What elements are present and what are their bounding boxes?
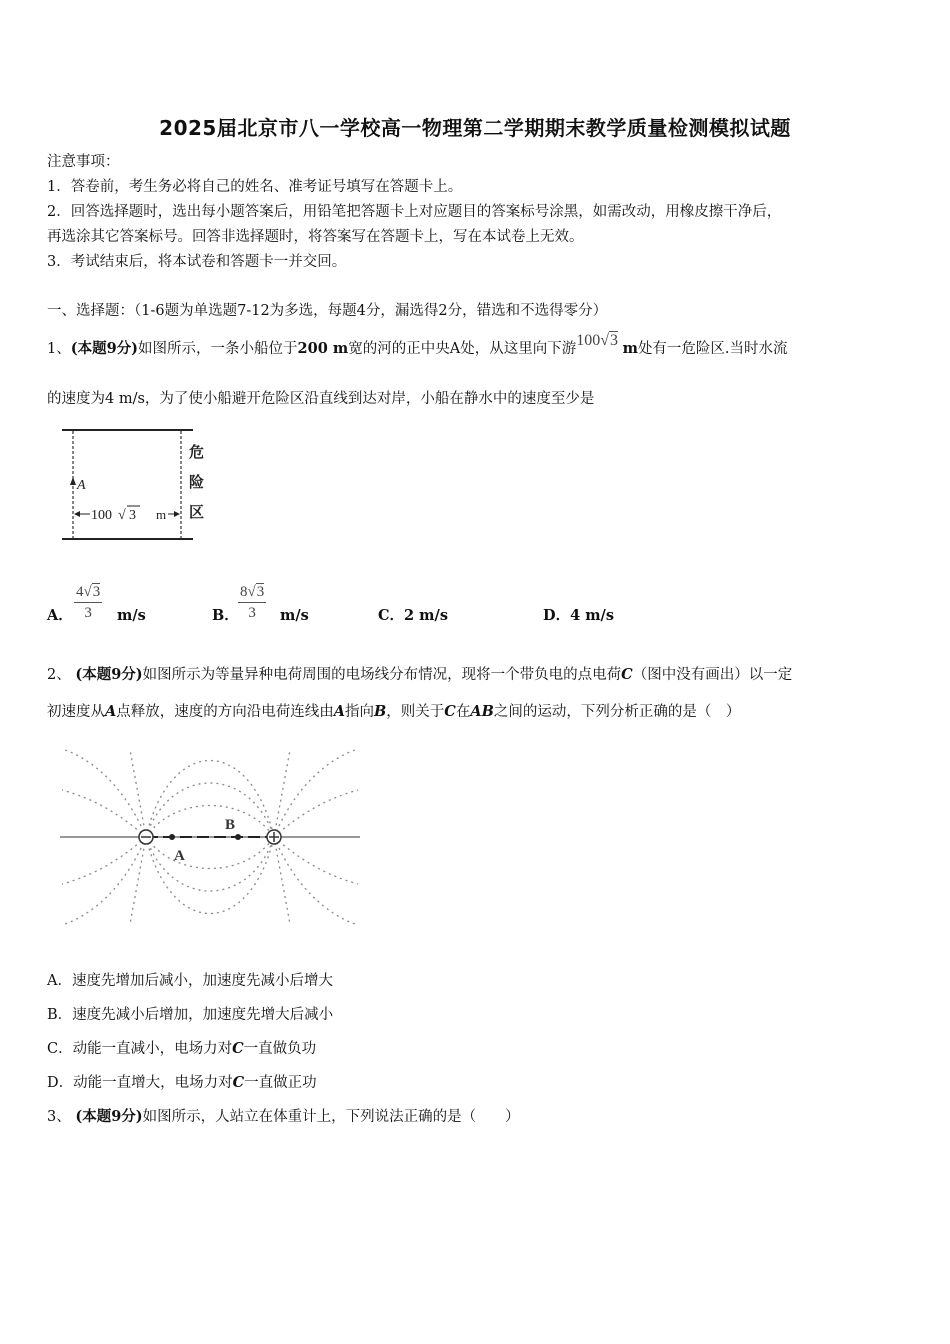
point-a-marker (70, 477, 76, 485)
field-line (65, 837, 146, 924)
q2-option-b[interactable]: B．速度先减小后增加，加速度先增大后减小 (47, 1007, 334, 1023)
q2-option-a[interactable]: A．速度先增加后减小，加速度先减小后增大 (47, 973, 333, 989)
charge-c: C (232, 1074, 245, 1091)
field-line (146, 783, 274, 837)
notes-item: 再选涂其它答案标号。回答非选择题时，将答案写在答题卡上，写在本试卷上无效。 (47, 229, 584, 245)
danger-char: 区 (189, 503, 205, 521)
arrowhead-left (74, 511, 80, 517)
point-a-dot (169, 834, 175, 840)
frac-rad: 3 (92, 584, 101, 600)
field-line (130, 750, 146, 837)
field-line (146, 837, 274, 891)
river-figure (60, 425, 220, 545)
question-1-line-2: 的速度为4 m/s，为了使小船避开危险区沿直线到达对岸，小船在静水中的速度至少是 (47, 391, 595, 407)
q3-points: (本题9分) (75, 1108, 143, 1125)
question-2-line-1 (47, 665, 792, 685)
charge-c: C (232, 1040, 244, 1057)
q2-points: (本题9分) (75, 666, 143, 683)
q1-distance-num: 100 (576, 332, 601, 349)
q1-option-a-unit: m/s (117, 607, 146, 624)
question-3 (47, 1107, 520, 1127)
frac-den: 3 (84, 605, 92, 621)
q1-option-b[interactable] (212, 606, 239, 626)
notes-item: 2．回答选择题时，选出每小题答案后，用铅笔把答题卡上对应题目的答案标号涂黑，如需改动，用橡皮擦干净后， (47, 204, 782, 220)
option-text: 一直做正功 (244, 1075, 317, 1091)
q2-text: 点释放，速度的方向沿电荷连线由 (116, 704, 334, 720)
field-line (130, 837, 146, 924)
q1-text: 如图所示，一条小船位于 (138, 341, 298, 357)
field-line (62, 837, 146, 884)
field-line (274, 837, 355, 924)
charge-c: C (444, 703, 456, 720)
q2-option-c[interactable] (47, 1039, 316, 1059)
segment-ab: AB (470, 703, 494, 720)
field-line (274, 790, 358, 837)
q1-width: 200 m (297, 340, 349, 357)
q1-option-b-unit: m/s (280, 607, 309, 624)
distance-radicand: 3 (129, 508, 136, 523)
q1-points: (本题9分) (70, 340, 139, 357)
point-a: A (333, 703, 346, 720)
field-lines-figure (60, 745, 360, 925)
field-line (62, 790, 146, 837)
q1-prefix: 1、 (47, 341, 71, 357)
frac-rad: 3 (256, 584, 265, 600)
option-label: A． (47, 607, 73, 624)
notes-item: 3．考试结束后，将本试卷和答题卡一并交回。 (47, 254, 347, 270)
point-b-label: B (225, 817, 236, 833)
q2-text: 在 (455, 704, 471, 720)
frac-num: 8 (240, 584, 248, 600)
section-heading: 一、选择题：（1-6题为单选题7-12为多选，每题4分，漏选得2分，错选和不选得零分） (47, 303, 608, 319)
danger-char: 危 (189, 443, 205, 461)
q2-option-d[interactable] (47, 1073, 317, 1093)
notes-item: 1．答卷前，考生务必将自己的姓名、准考证号填写在答题卡上。 (47, 179, 463, 195)
q2-text: 指向 (345, 704, 375, 720)
q1-option-b-fraction: $\frac{8√3}{3}$ (240, 584, 265, 621)
point-a-label: A (174, 848, 185, 864)
field-line (274, 837, 290, 924)
charge-c: C (621, 666, 633, 683)
option-label: B． (212, 607, 239, 624)
field-line (274, 837, 358, 884)
field-line (146, 837, 274, 869)
distance-unit: m (156, 507, 167, 522)
field-line (146, 761, 274, 838)
q1-distance-math: 100√3 (576, 332, 618, 349)
field-line (65, 750, 146, 837)
option-text: 一直做负功 (243, 1041, 317, 1057)
notes-heading: 注意事项： (47, 154, 120, 170)
option-text: C．动能一直减小，电场力对 (47, 1041, 233, 1057)
field-line (146, 806, 274, 838)
field-line (274, 750, 290, 837)
q1-unit: m (622, 340, 638, 357)
q2-text: 如图所示为等量异种电荷周围的电场线分布情况，现将一个带负电的点电荷 (142, 667, 622, 683)
distance-label: 100 (91, 508, 112, 523)
point-a: A (105, 703, 117, 720)
point-a-label: A (77, 478, 86, 493)
q2-text: （图中没有画出）以一定 (632, 667, 793, 683)
frac-num: 4 (76, 584, 84, 600)
question-2-line-2 (47, 702, 740, 722)
q1-distance-rad: 3 (609, 332, 618, 349)
frac-den: 3 (248, 605, 256, 621)
field-line (274, 750, 355, 837)
q2-text: ，则关于 (386, 704, 445, 720)
option-text: D．动能一直增大，电场力对 (47, 1075, 233, 1091)
q1-text: 宽的河的正中央A处，从这里向下游 (348, 341, 577, 357)
question-1-line-1 (47, 332, 788, 359)
q3-text: 如图所示，人站立在体重计上，下列说法正确的是（ ） (142, 1109, 520, 1125)
q3-prefix: 3、 (47, 1109, 71, 1125)
point-b: B (374, 703, 387, 720)
q1-option-d[interactable]: D．4 m/s (543, 607, 615, 624)
q1-text: 处有一危险区.当时水流 (637, 341, 788, 357)
q2-text: 之间的运动，下列分析正确的是（ ） (493, 704, 741, 720)
q2-prefix: 2、 (47, 667, 71, 683)
arrowhead-right (174, 511, 180, 517)
page-title: 2025届北京市八一学校高一物理第二学期期末教学质量检测模拟试题 (159, 116, 791, 140)
field-line (146, 837, 274, 914)
q1-option-c[interactable]: C．2 m/s (378, 607, 448, 624)
sqrt-symbol: √ (118, 508, 126, 523)
q2-text: 初速度从 (47, 704, 105, 720)
q1-option-a-fraction: $\frac{4√3}{3}$ (76, 584, 101, 621)
q1-option-a[interactable] (47, 606, 73, 626)
point-b-dot (235, 834, 241, 840)
danger-char: 险 (189, 473, 205, 491)
